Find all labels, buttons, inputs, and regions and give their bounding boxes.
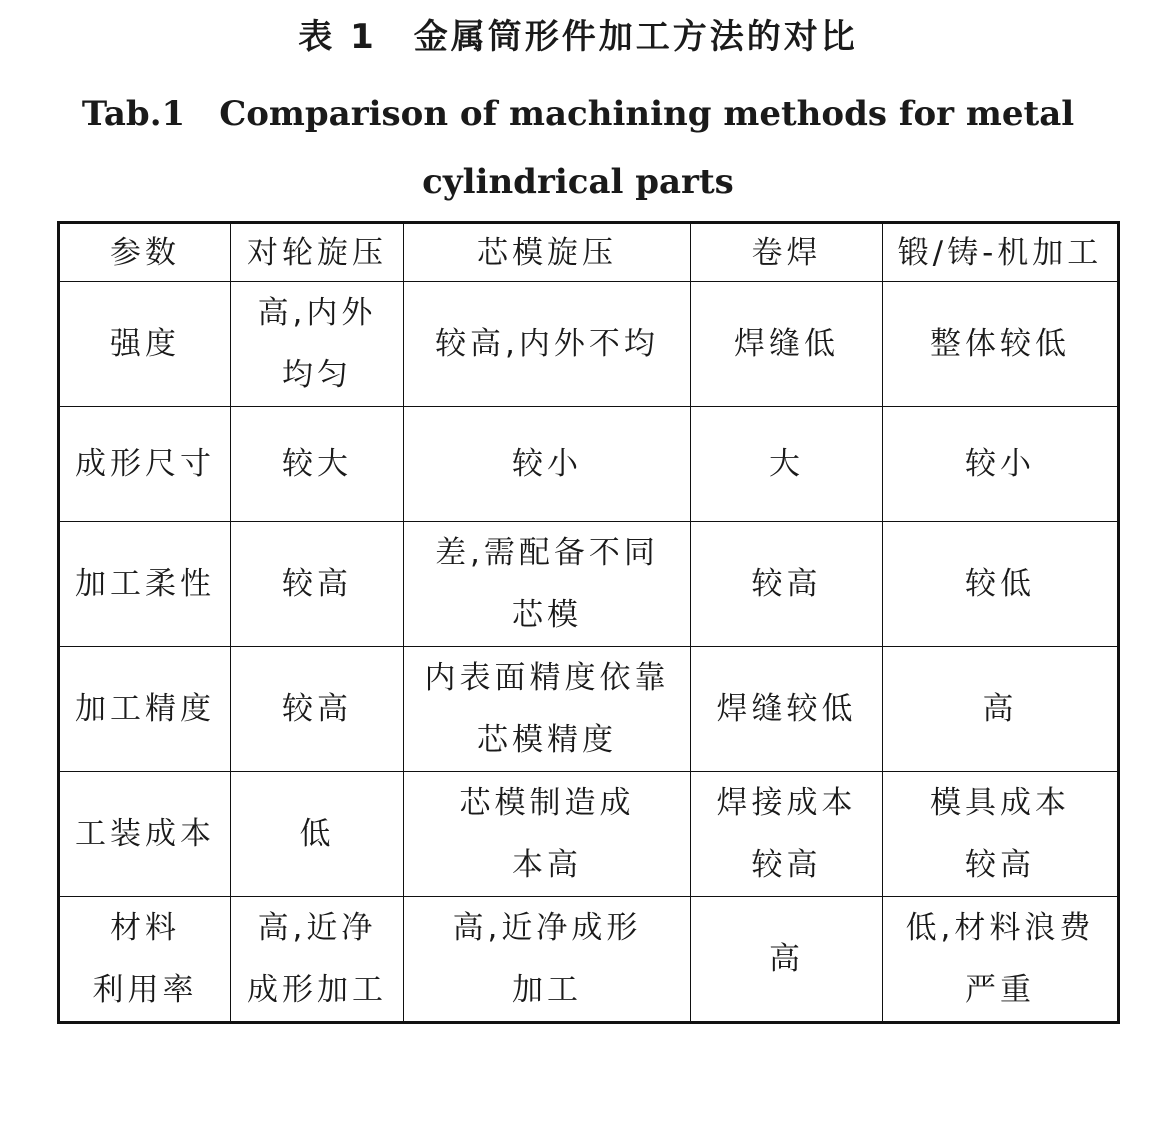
cell-text-line: 模具成本	[930, 785, 1070, 821]
caption-english-line-2: cylindrical parts	[422, 162, 734, 202]
cell-text-line: 利用率	[92, 972, 198, 1008]
table-cell	[404, 407, 691, 522]
cell-text-line: 高	[769, 941, 804, 977]
row-label-cell	[59, 522, 231, 647]
table-cell	[404, 897, 691, 1023]
table-header-row	[59, 223, 1119, 282]
cell-text-line: 较高	[282, 566, 352, 602]
cell-text-line: 较小	[512, 446, 582, 482]
cell-text-line: 低,材料浪费	[905, 910, 1095, 946]
header-cell-roll-welding: 卷焊	[691, 223, 883, 282]
cell-text-line: 均匀	[282, 357, 352, 393]
cell-text-line: 较高	[751, 847, 822, 883]
table-row-machining-accuracy	[59, 647, 1119, 772]
cell-text-line: 内表面精度依靠	[424, 660, 670, 696]
cell-text-line: 芯模	[512, 597, 582, 633]
table-cell	[883, 897, 1119, 1023]
comparison-table-container	[57, 221, 1115, 1008]
cell-text-line: 较大	[282, 446, 352, 482]
table-cell	[691, 647, 883, 772]
table-cell	[883, 772, 1119, 897]
table-cell	[691, 897, 883, 1023]
row-label-cell	[59, 282, 231, 407]
table-cell	[691, 772, 883, 897]
table-cell	[404, 772, 691, 897]
cell-text-line: 较高	[751, 566, 822, 602]
cell-text-line: 芯模精度	[477, 722, 617, 758]
row-label-cell	[59, 772, 231, 897]
cell-text-line: 高,内外	[257, 295, 377, 331]
table-cell	[231, 407, 404, 522]
cell-text-line: 较高	[965, 847, 1035, 883]
cell-text-line: 材料	[110, 910, 180, 946]
cell-text-line: 较小	[965, 446, 1035, 482]
cell-text-line: 加工	[512, 972, 582, 1008]
comparison-table	[57, 221, 1120, 1024]
header-cell-forging-casting-machining: 锻/铸-机加工	[883, 223, 1119, 282]
table-cell	[691, 407, 883, 522]
cell-text-line: 焊缝较低	[716, 691, 857, 727]
table-cell	[231, 282, 404, 407]
cell-text-line: 大	[769, 446, 804, 482]
table-caption-chinese: 表 1 金属筒形件加工方法的对比	[298, 17, 858, 57]
table-cell	[691, 282, 883, 407]
cell-text-line: 较高,内外不均	[435, 326, 659, 362]
cell-text-line: 本高	[512, 847, 582, 883]
header-cell-parameter: 参数	[59, 223, 231, 282]
cell-text-line: 高,近净成形	[452, 910, 642, 946]
cell-text-line: 整体较低	[930, 326, 1070, 362]
table-row-tooling-cost	[59, 772, 1119, 897]
row-label-cell	[59, 647, 231, 772]
table-row-process-flexibility	[59, 522, 1119, 647]
header-cell-mandrel-spinning: 芯模旋压	[404, 223, 691, 282]
table-caption-english	[0, 80, 1156, 216]
cell-text-line: 差,需配备不同	[435, 535, 659, 571]
table-row-forming-size	[59, 407, 1119, 522]
cell-text-line: 严重	[965, 972, 1035, 1008]
table-cell	[883, 647, 1119, 772]
cell-text-line: 加工精度	[75, 691, 215, 727]
cell-text-line: 加工柔性	[75, 566, 215, 602]
table-cell	[883, 522, 1119, 647]
table-cell	[231, 897, 404, 1023]
table-cell	[404, 522, 691, 647]
cell-text-line: 高	[982, 691, 1018, 727]
cell-text-line: 焊接成本	[716, 785, 857, 821]
table-cell	[404, 282, 691, 407]
cell-text-line: 焊缝低	[734, 326, 839, 362]
cell-text-line: 较低	[965, 566, 1035, 602]
cell-text-line: 较高	[282, 691, 352, 727]
cell-text-line: 成形尺寸	[75, 446, 215, 482]
table-cell	[404, 647, 691, 772]
table-cell	[231, 772, 404, 897]
cell-text-line: 强度	[110, 326, 180, 362]
table-cell	[883, 282, 1119, 407]
cell-text-line: 高,近净	[257, 910, 377, 946]
table-cell	[231, 522, 404, 647]
cell-text-line: 成形加工	[247, 972, 387, 1008]
table-cell	[691, 522, 883, 647]
cell-text-line: 低	[299, 816, 335, 852]
row-label-cell	[59, 407, 231, 522]
row-label-cell	[59, 897, 231, 1023]
table-cell	[883, 407, 1119, 522]
table-cell	[231, 647, 404, 772]
cell-text-line: 芯模制造成	[459, 785, 635, 821]
caption-english-line-1: Tab.1 Comparison of machining methods for metal	[81, 94, 1075, 134]
header-cell-counter-roller-spinning: 对轮旋压	[231, 223, 404, 282]
cell-text-line: 工装成本	[75, 816, 215, 852]
table-row-strength	[59, 282, 1119, 407]
table-row-material-utilization	[59, 897, 1119, 1023]
